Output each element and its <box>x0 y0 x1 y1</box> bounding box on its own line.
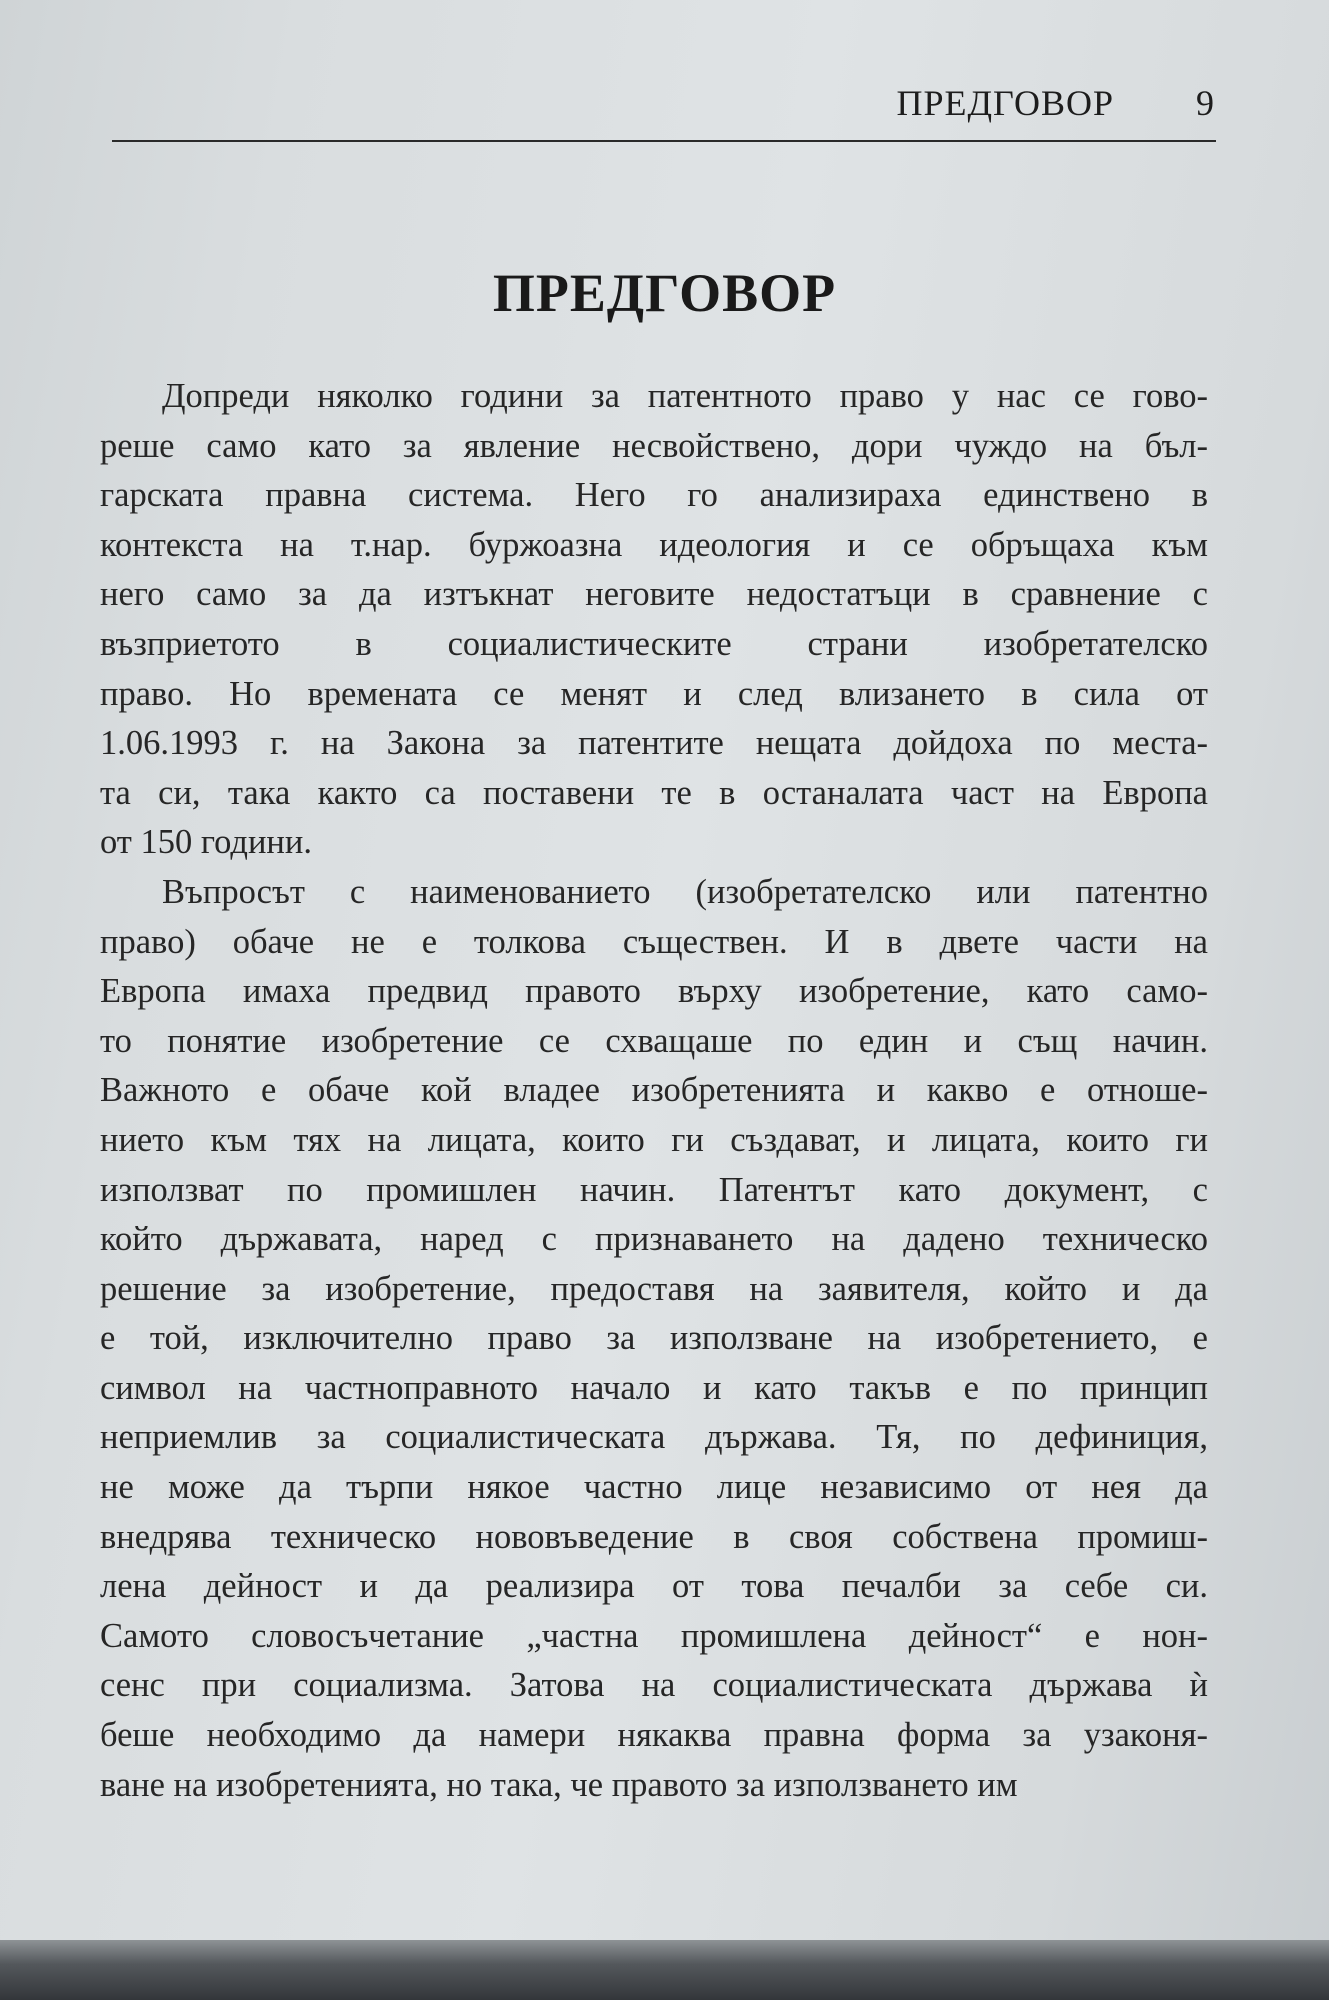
text-line: който държавата, наред с признаването на дадено техническо <box>100 1220 1208 1259</box>
text-line: контекста на т.нар. буржоазна идеология и се обръщаха към <box>100 525 1208 564</box>
text-line: от 150 години. <box>100 823 312 862</box>
text-line: сенс при социализма. Затова на социалистическата държава ѝ <box>100 1666 1208 1705</box>
text-line: та си, така както са поставени те в останалата част на Европа <box>100 773 1208 812</box>
text-line: право) обаче не е толкова съществен. И в двете части на <box>100 922 1208 961</box>
text-line: възприетото в социалистическите страни изобретателско <box>100 624 1208 663</box>
text-line: нието към тях на лицата, които ги създават, и лицата, които ги <box>100 1120 1208 1159</box>
running-header-title: ПРЕДГОВОР <box>896 83 1114 123</box>
page-number: 9 <box>1196 83 1214 123</box>
paragraph <box>100 868 1208 1810</box>
text-line: използват по промишлен начин. Патентът като документ, с <box>100 1170 1208 1209</box>
text-line: внедрява техническо нововъведение в своя собствена промиш- <box>100 1517 1208 1556</box>
text-line: е той, изключително право за използване на изобретението, е <box>100 1319 1208 1358</box>
body-text <box>100 372 1208 1810</box>
text-line: неприемлив за социалистическата държава. Тя, по дефиниция, <box>100 1418 1208 1457</box>
chapter-title: ПРЕДГОВОР <box>492 263 837 323</box>
text-line: Европа имаха предвид правото върху изобретение, като само- <box>100 972 1208 1011</box>
text-line: символ на частноправното начало и като такъв е по принцип <box>100 1368 1208 1407</box>
paragraph <box>100 372 1208 868</box>
text-line: Важното е обаче кой владее изобретенията и какво е отноше- <box>100 1071 1208 1110</box>
text-line: 1.06.1993 г. на Закона за патентите нещата дойдоха по места- <box>100 724 1208 763</box>
text-line: Самото словосъчетание „частна промишлена дейност“ е нон- <box>100 1616 1208 1655</box>
text-line: не може да търпи някое частно лице независимо от нея да <box>100 1468 1208 1507</box>
text-line: лена дейност и да реализира от това печалби за себе си. <box>100 1567 1208 1606</box>
text-line: гарската правна система. Него го анализираха единствено в <box>100 476 1208 515</box>
text-line: право. Но времената се менят и след влизането в сила от <box>100 674 1208 713</box>
text-line: ване на изобретенията, но така, че правото за използването им <box>100 1765 1018 1804</box>
text-line: беше необходимо да намери някаква правна форма за узаконя- <box>100 1716 1208 1755</box>
text-line: то понятие изобретение се схващаше по един и същ начин. <box>100 1021 1208 1060</box>
text-line: Допреди няколко години за патентното право у нас се гово- <box>162 377 1208 415</box>
text-line: Въпросът с наименованието (изобретателско или патентно <box>162 872 1208 911</box>
running-header <box>112 82 1216 142</box>
page-bottom-shadow <box>0 1940 1329 2000</box>
text-line: него само за да изтъкнат неговите недостатъци в сравнение с <box>100 575 1208 614</box>
text-line: реше само като за явление несвойствено, дори чуждо на бъл- <box>100 426 1208 465</box>
text-line: решение за изобретение, предоставя на заявителя, който и да <box>100 1269 1208 1308</box>
